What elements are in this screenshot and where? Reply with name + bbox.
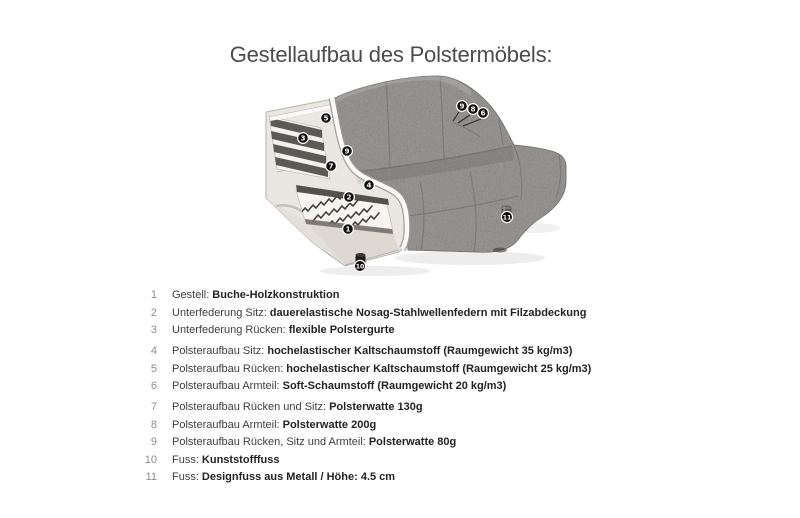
legend-item-value: Polsterwatte 200g	[282, 418, 377, 431]
legend-item-value: Soft-Schaumstoff (Raumgewicht 20 kg/m3)	[282, 380, 507, 392]
legend-item-label: Polsteraufbau Sitz:	[172, 345, 265, 357]
svg-text:9: 9	[459, 101, 465, 111]
legend-item-label: Unterfederung Rücken:	[172, 324, 286, 336]
legend-item-label: Polsteraufbau Armteil:	[172, 380, 280, 392]
legend-item-2	[120, 305, 591, 323]
callout-4	[364, 180, 375, 191]
svg-text:6: 6	[480, 108, 486, 118]
legend-item-number: 4	[150, 345, 157, 357]
callout-9-back	[342, 146, 353, 157]
legend-item-value: hochelastischer Kaltschaumstoff (Raumgewicht 35 kg/m3)	[267, 345, 573, 357]
svg-text:9: 9	[344, 146, 350, 156]
svg-text:2: 2	[346, 192, 352, 202]
legend-item-value: flexible Polstergurte	[288, 324, 395, 336]
legend-item-1	[120, 287, 591, 305]
legend-item-value: Polsterwatte 80g	[368, 436, 457, 448]
svg-text:8: 8	[470, 104, 476, 114]
legend-item-label: Gestell:	[172, 289, 210, 301]
svg-text:11: 11	[502, 214, 512, 222]
legend-item-value: Designfuss aus Metall / Höhe: 4.5 cm	[201, 471, 396, 483]
legend-item-value: Polsterwatte 130g	[329, 401, 423, 413]
legend-item-number: 9	[150, 436, 157, 448]
legend-item-label: Fuss:	[172, 471, 199, 483]
callout-11	[501, 211, 512, 222]
legend-item-number: 3	[150, 324, 157, 336]
legend-item-number: 2	[150, 306, 157, 319]
callout-6	[478, 108, 489, 119]
svg-text:10: 10	[355, 263, 365, 271]
callout-10	[354, 260, 365, 271]
legend-item-3	[120, 322, 591, 340]
legend-item-number: 10	[144, 453, 157, 466]
legend-item-label: Polsteraufbau Armteil:	[172, 418, 280, 431]
legend-item-number: 7	[150, 401, 157, 413]
svg-text:3: 3	[300, 133, 306, 143]
callout-9-armrest	[457, 101, 468, 112]
callout-8	[468, 104, 479, 115]
page-title: Gestellaufbau des Polstermöbels:	[229, 42, 553, 67]
legend-item-label: Polsteraufbau Rücken:	[172, 362, 284, 375]
legend-item-number: 1	[150, 289, 157, 301]
legend-item-8	[120, 417, 591, 435]
svg-text:7: 7	[328, 161, 334, 171]
legend-item-11	[120, 469, 591, 487]
legend-item-5	[120, 361, 591, 379]
legend-item-number: 5	[150, 362, 157, 375]
legend-item-4	[120, 343, 591, 361]
legend-item-value: hochelastischer Kaltschaumstoff (Raumgewicht 25 kg/m3)	[286, 362, 592, 375]
legend-item-number: 11	[145, 471, 157, 483]
callout-2	[344, 192, 355, 203]
svg-text:5: 5	[323, 113, 329, 123]
legend-item-label: Unterfederung Sitz:	[172, 306, 267, 319]
legend-item-value: dauerelastische Nosag-Stahlwellenfedern mit Filzabdeckung	[269, 306, 587, 319]
legend-item-number: 6	[150, 380, 157, 392]
legend-item-10	[120, 452, 591, 470]
legend-item-label: Fuss:	[172, 453, 199, 466]
sofa-diagram	[230, 64, 580, 282]
callout-1	[343, 224, 354, 235]
legend-item-number: 8	[150, 418, 157, 431]
callout-7	[326, 161, 337, 172]
legend-item-label: Polsteraufbau Rücken und Sitz:	[172, 401, 327, 413]
legend-item-value: Kunststofffuss	[201, 453, 280, 466]
legend-item-9	[120, 434, 591, 452]
legend-item-value: Buche-Holzkonstruktion	[212, 289, 340, 301]
front-foot-shadow	[493, 248, 507, 253]
svg-text:4: 4	[366, 180, 372, 190]
legend-item-label: Polsteraufbau Rücken, Sitz und Armteil:	[172, 436, 366, 448]
svg-text:1: 1	[345, 224, 351, 234]
callout-5	[321, 113, 332, 124]
callout-3	[298, 133, 309, 144]
legend-item-6	[120, 378, 591, 396]
legend-item-7	[120, 399, 591, 417]
legend	[120, 287, 591, 487]
